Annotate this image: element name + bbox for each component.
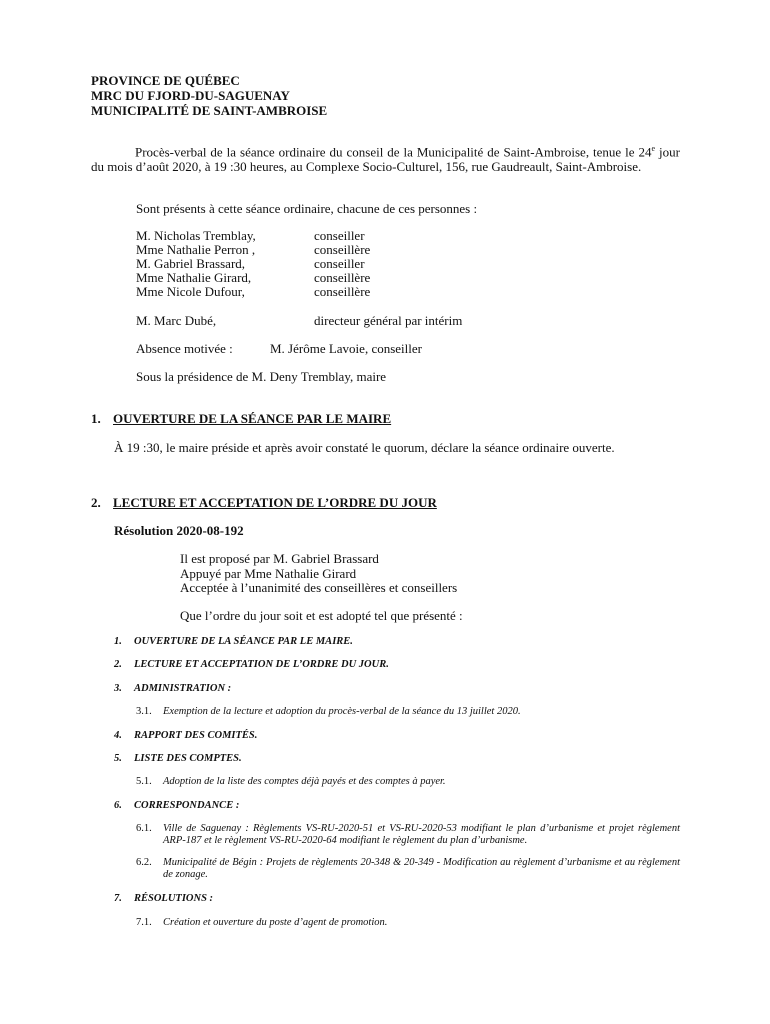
director-role: directeur général par intérim <box>314 313 463 328</box>
header-mrc: MRC DU FJORD-DU-SAGUENAY <box>91 88 290 103</box>
document-header <box>91 73 327 118</box>
agenda-item: 5. LISTE DES COMPTES. <box>114 753 242 764</box>
adopted-line: Que l’ordre du jour soit et est adopté tel que présenté : <box>180 608 463 623</box>
attendee-role: conseiller <box>314 256 365 271</box>
agenda-subitem: 6.2. Municipalité de Bégin : Projets de règlements 20-348 & 20-349 - Modification au règlement d’urbanisme et au règlement de zonage. <box>136 857 680 880</box>
seconded-by: Appuyé par Mme Nathalie Girard <box>180 566 357 581</box>
accepted-line: Acceptée à l’unanimité des conseillères et conseillers <box>180 580 458 595</box>
agenda-item: 7. RÉSOLUTIONS : <box>114 893 214 904</box>
agenda-item: 6. CORRESPONDANCE : <box>114 800 240 811</box>
attendee-name: Mme Nathalie Girard, <box>136 270 252 285</box>
attendee-name: Mme Nicole Dufour, <box>136 284 245 299</box>
section-1-heading: 1. OUVERTURE DE LA SÉANCE PAR LE MAIRE <box>91 411 392 426</box>
header-province: PROVINCE DE QUÉBEC <box>91 73 240 88</box>
header-municipality: MUNICIPALITÉ DE SAINT-AMBROISE <box>91 103 328 118</box>
attendee-name: M. Gabriel Brassard, <box>136 256 246 271</box>
agenda-subitem: 5.1. Adoption de la liste des comptes déjà payés et des comptes à payer. <box>136 776 446 787</box>
agenda-item: 4. RAPPORT DES COMITÉS. <box>114 730 258 741</box>
director-name: M. Marc Dubé, <box>136 313 217 328</box>
presidence-line: Sous la présidence de M. Deny Tremblay, maire <box>136 369 387 384</box>
attendee-role: conseillère <box>314 284 371 299</box>
agenda-subitem: 6.1. Ville de Saguenay : Règlements VS-RU-2020-51 et VS-RU-2020-53 modifiant le plan d’urbanisme et projet règlement ARP-187 et le règlement VS-RU-2020-64 modifiant le règlement du plan d’urbanisme. <box>136 823 680 846</box>
absence-label: Absence motivée : <box>136 341 233 356</box>
section-1-text: À 19 :30, le maire préside et après avoir constaté le quorum, déclare la séance ordinaire ouverte. <box>114 440 615 455</box>
absence-name: M. Jérôme Lavoie, conseiller <box>270 341 422 356</box>
agenda-item: 2. LECTURE ET ACCEPTATION DE L’ORDRE DU JOUR. <box>114 659 389 670</box>
attendee-role: conseillère <box>314 270 371 285</box>
attendee-name: M. Nicholas Tremblay, <box>136 228 256 243</box>
agenda-item: 3. ADMINISTRATION : <box>114 683 232 694</box>
resolution-number: Résolution 2020-08-192 <box>114 523 244 538</box>
intro-paragraph: Procès-verbal de la séance ordinaire du conseil de la Municipalité de Saint-Ambroise, tenue le 24e jour du mois d’août 2020, à 19 :30 heures, au Complexe Socio-Culturel, 156, rue Gaudreault, Saint-Ambroise. <box>91 144 680 175</box>
attendee-name: Mme Nathalie Perron , <box>136 242 256 257</box>
agenda-subitem: 3.1. Exemption de la lecture et adoption du procès-verbal de la séance du 13 juillet 2020. <box>136 706 521 717</box>
attendee-role: conseiller <box>314 228 365 243</box>
section-2-heading: 2. LECTURE ET ACCEPTATION DE L’ORDRE DU JOUR <box>91 495 437 510</box>
agenda-item: 1. OUVERTURE DE LA SÉANCE PAR LE MAIRE. <box>114 636 353 647</box>
present-label: Sont présents à cette séance ordinaire, chacune de ces personnes : <box>136 201 478 216</box>
proposed-by: Il est proposé par M. Gabriel Brassard <box>180 551 379 566</box>
attendee-role: conseillère <box>314 242 371 257</box>
agenda-subitem: 7.1. Création et ouverture du poste d’agent de promotion. <box>136 917 388 928</box>
